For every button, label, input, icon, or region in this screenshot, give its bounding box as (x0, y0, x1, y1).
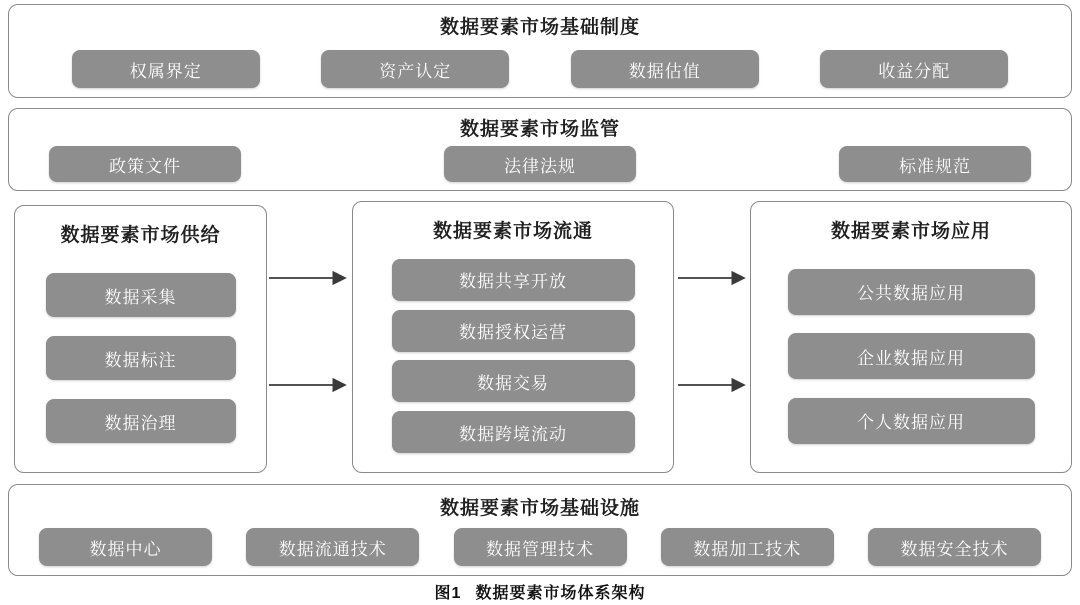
figure-number: 图1 (434, 585, 462, 602)
application-panel-title: 数据要素市场应用 (830, 221, 991, 242)
infrastructure-item[interactable]: 数据加工技术 (661, 528, 834, 566)
supply-panel (14, 205, 267, 473)
institution-item[interactable]: 收益分配 (820, 50, 1008, 88)
regulation-item-row (9, 146, 1071, 182)
figure-caption-text: 数据要素市场体系架构 (475, 585, 646, 602)
infrastructure-panel (8, 484, 1072, 576)
application-item[interactable]: 企业数据应用 (788, 333, 1035, 379)
regulation-panel (8, 108, 1072, 191)
circulation-panel-title: 数据要素市场流通 (432, 221, 593, 242)
infrastructure-item-row (9, 528, 1071, 566)
circulation-panel (352, 201, 674, 473)
supply-item[interactable]: 数据标注 (46, 336, 236, 380)
circulation-item[interactable]: 数据跨境流动 (392, 411, 635, 453)
circulation-item[interactable]: 数据授权运营 (392, 310, 635, 352)
infrastructure-item[interactable]: 数据安全技术 (868, 528, 1041, 566)
application-panel (750, 201, 1072, 473)
institution-item[interactable]: 资产认定 (321, 50, 509, 88)
regulation-item[interactable]: 法律法规 (444, 146, 636, 182)
regulation-panel-title: 数据要素市场监管 (459, 119, 620, 140)
circulation-to-application-arrows (676, 250, 756, 400)
regulation-item[interactable]: 政策文件 (49, 146, 241, 182)
supply-item[interactable]: 数据治理 (46, 399, 236, 443)
figure-caption (0, 580, 1080, 603)
regulation-item[interactable]: 标准规范 (839, 146, 1031, 182)
infrastructure-item[interactable]: 数据中心 (39, 528, 212, 566)
institution-panel-title: 数据要素市场基础制度 (439, 17, 640, 38)
infrastructure-item[interactable]: 数据管理技术 (454, 528, 627, 566)
supply-panel-title: 数据要素市场供给 (60, 225, 221, 246)
infrastructure-panel-title: 数据要素市场基础设施 (439, 498, 640, 519)
circulation-item-list (353, 250, 673, 462)
circulation-item[interactable]: 数据交易 (392, 360, 635, 402)
institution-item-row (9, 50, 1071, 88)
institution-panel (8, 4, 1072, 98)
supply-to-circulation-arrows (267, 250, 357, 400)
application-item-list (751, 250, 1071, 462)
application-item[interactable]: 公共数据应用 (788, 269, 1035, 315)
application-item[interactable]: 个人数据应用 (788, 398, 1035, 444)
institution-item[interactable]: 权属界定 (72, 50, 260, 88)
circulation-item[interactable]: 数据共享开放 (392, 259, 635, 301)
infrastructure-item[interactable]: 数据流通技术 (246, 528, 419, 566)
supply-item-list (15, 254, 266, 462)
institution-item[interactable]: 数据估值 (571, 50, 759, 88)
supply-item[interactable]: 数据采集 (46, 273, 236, 317)
